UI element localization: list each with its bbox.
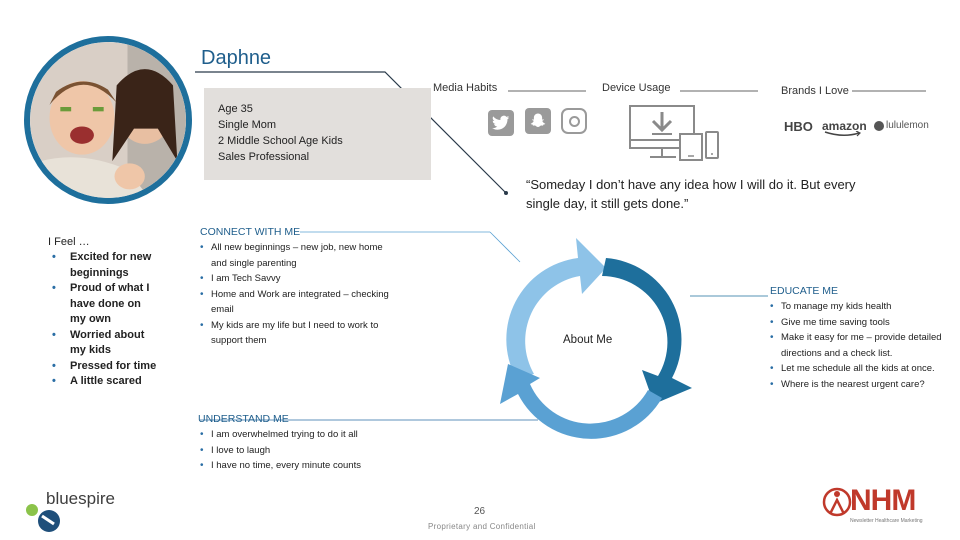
connect-item: • My kids are my life but I need to work to support them (200, 318, 396, 349)
connect-item: • All new beginnings – new job, new home and single parenting (200, 240, 396, 271)
brand-lululemon: lululemon (886, 120, 929, 131)
profile-status: Single Mom (218, 119, 277, 131)
instagram-icon (561, 108, 587, 134)
educate-list (770, 299, 956, 392)
connect-item: • I am Tech Savvy (200, 271, 396, 287)
educate-item: • To manage my kids health (770, 299, 956, 315)
profile-job: Sales Professional (218, 151, 310, 163)
amazon-smile-icon (823, 131, 863, 137)
educate-title: EDUCATE ME (770, 285, 839, 297)
connect-title: CONNECT WITH ME (200, 226, 301, 238)
devices-icon (628, 104, 722, 162)
persona-quote: “Someday I don’t have any idea how I will do it. But every single day, it still gets done.” (526, 177, 856, 211)
cycle-segment-educate (602, 258, 692, 404)
understand-item: • I am overwhelmed trying to do it all (200, 427, 420, 443)
nhm-logo-subtitle: Newsletter Healthcare Marketing (850, 518, 923, 524)
feel-title: I Feel … (48, 236, 90, 248)
feel-section (48, 236, 158, 390)
lululemon-icon (874, 121, 884, 131)
educate-item: • Make it easy for me – provide detailed directions and a check list. (770, 330, 956, 361)
understand-item: • I love to laugh (200, 443, 420, 459)
understand-list (200, 427, 420, 474)
snapchat-icon (525, 108, 551, 134)
nhm-logo-icon (822, 484, 852, 522)
feel-item: • Pressed for time (48, 359, 158, 375)
cycle-label: About Me (563, 334, 613, 346)
feel-item: • A little scared (48, 374, 158, 390)
profile-age: Age 35 (218, 103, 253, 115)
persona-name: Daphne (201, 47, 272, 69)
brand-hbo: HBO (784, 119, 813, 134)
brand-amazon: amazon (822, 119, 867, 133)
device-usage-heading: Device Usage (602, 82, 671, 94)
nhm-logo-text: NHM (850, 484, 916, 517)
cycle-segment-connect (506, 238, 606, 378)
feel-item: • Proud of what I have done on my own (48, 281, 158, 328)
bluespire-logo-text: bluespire (46, 489, 115, 508)
persona-photo-image (30, 42, 186, 198)
educate-item: • Where is the nearest urgent care? (770, 377, 956, 393)
feel-item: • Excited for new beginnings (48, 250, 158, 281)
connect-item: • Home and Work are integrated – checking email (200, 287, 396, 318)
understand-title: UNDERSTAND ME (198, 413, 289, 425)
persona-photo (24, 36, 192, 204)
educate-item: • Give me time saving tools (770, 315, 956, 331)
twitter-icon (488, 110, 514, 136)
footer-text: Proprietary and Confidential (428, 522, 536, 531)
connect-list (200, 240, 396, 349)
profile-kids: 2 Middle School Age Kids (218, 135, 343, 147)
understand-item: • I have no time, every minute counts (200, 458, 420, 474)
brands-heading: Brands I Love (781, 85, 849, 97)
profile-box (204, 88, 431, 180)
page-number: 26 (474, 506, 486, 517)
educate-item: • Let me schedule all the kids at once. (770, 361, 956, 377)
media-habits-heading: Media Habits (433, 82, 498, 94)
cycle-segment-understand (500, 364, 662, 439)
feel-item: • Worried about my kids (48, 328, 158, 359)
